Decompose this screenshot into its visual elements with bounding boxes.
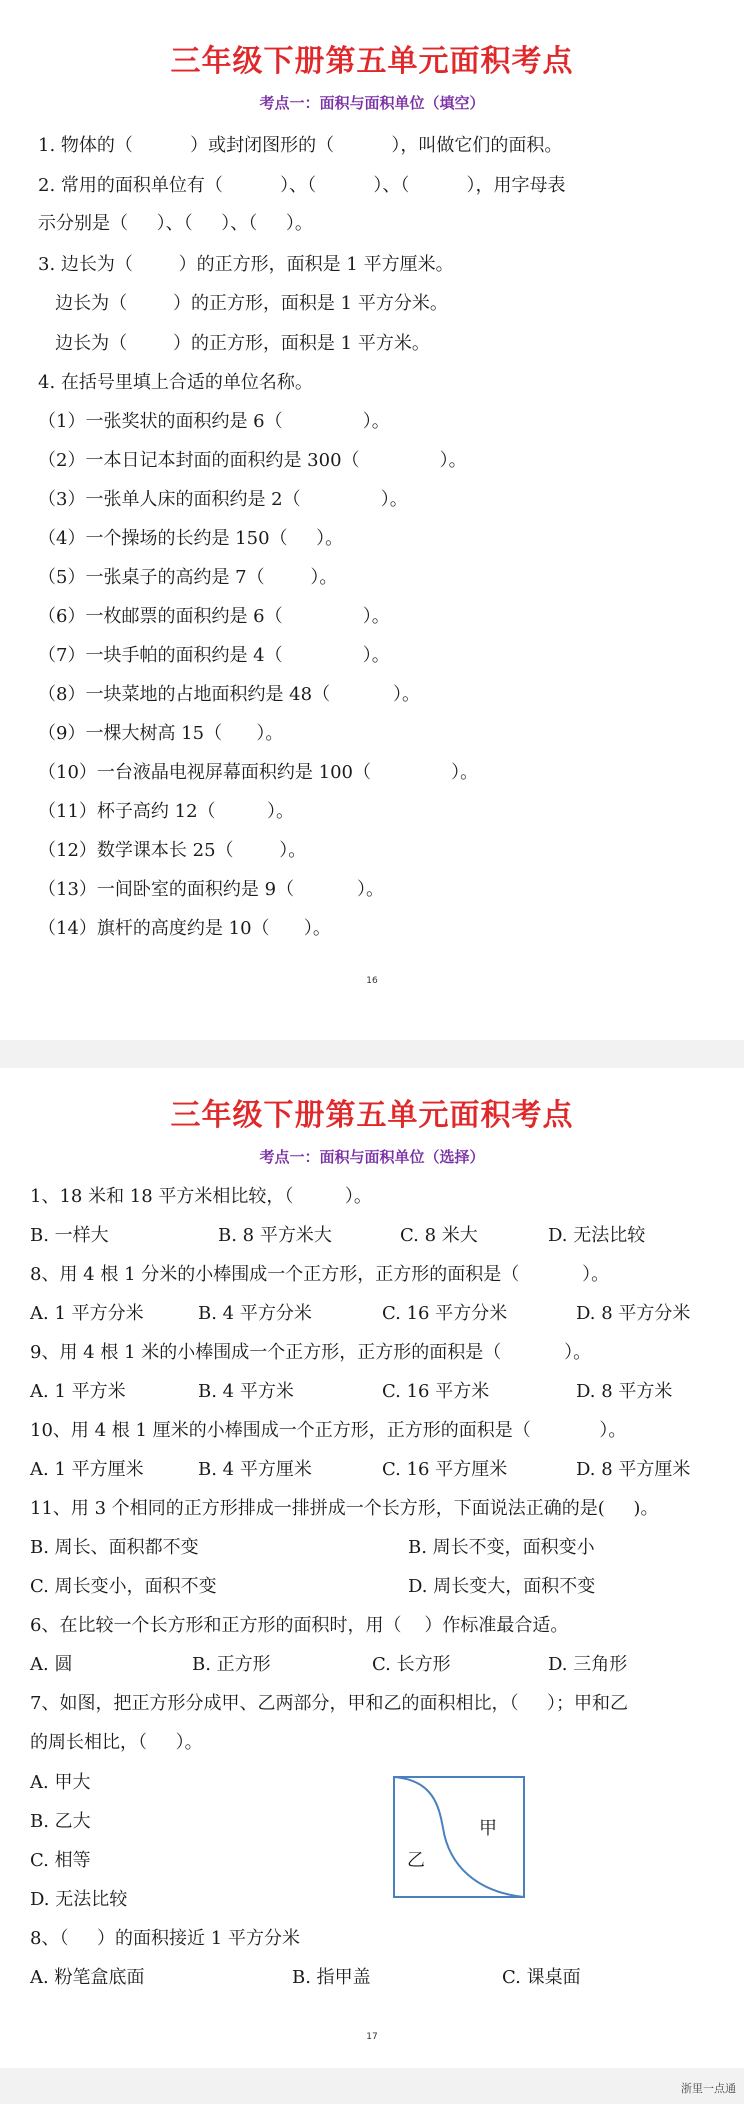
option: D. 8 平方厘米	[576, 1459, 691, 1480]
option: C. 16 平方厘米	[382, 1459, 508, 1480]
option: B. 4 平方分米	[198, 1303, 312, 1324]
option: B. 指甲盖	[292, 1967, 371, 1988]
option: A. 1 平方分米	[30, 1303, 144, 1324]
option: B. 周长不变，面积变小	[408, 1537, 595, 1558]
question-line: （13）一间卧室的面积约是 9（ ）。	[38, 879, 385, 900]
question-line: （11）杯子高约 12（ ）。	[38, 801, 295, 822]
question-11: 11、用 3 个相同的正方形排成一排拼成一个长方形，下面说法正确的是( )。	[30, 1498, 659, 1519]
worksheet-page-17	[0, 1068, 744, 2068]
question-line: （5）一张桌子的高约是 7（ ）。	[38, 567, 338, 588]
worksheet-page-16	[0, 0, 744, 1040]
question-line: （6）一枚邮票的面积约是 6（ ）。	[38, 606, 390, 627]
square-division-figure	[393, 1776, 525, 1898]
question-line: （4）一个操场的长约是 150（ ）。	[38, 528, 344, 549]
label-jia: 甲	[479, 1818, 497, 1839]
option: B. 一样大	[30, 1225, 109, 1246]
option: A. 1 平方米	[30, 1381, 126, 1402]
option: B. 4 平方厘米	[198, 1459, 312, 1480]
question-7-cont: 的周长相比，（ ）。	[30, 1732, 203, 1753]
option: B. 周长、面积都不变	[30, 1537, 199, 1558]
question-9: 9、用 4 根 1 米的小棒围成一个正方形，正方形的面积是（ ）。	[30, 1342, 592, 1363]
square-outline	[394, 1777, 524, 1897]
option: C. 8 米大	[400, 1225, 478, 1246]
option: D. 8 平方米	[576, 1381, 673, 1402]
question-line: （3）一张单人床的面积约是 2（ ）。	[38, 489, 408, 510]
question-line: （9）一棵大树高 15（ ）。	[38, 723, 284, 744]
label-yi: 乙	[407, 1850, 425, 1871]
page-number: 17	[366, 2032, 378, 2042]
watermark-text: 浙里一点通	[681, 2082, 736, 2095]
page-title: 三年级下册第五单元面积考点	[170, 1098, 574, 1133]
question-7: 7、如图，把正方形分成甲、乙两部分，甲和乙的面积相比，（ ）；甲和乙	[30, 1693, 629, 1714]
page-title: 三年级下册第五单元面积考点	[170, 44, 574, 79]
question-line: 1. 物体的（ ）或封闭图形的（ ），叫做它们的面积。	[38, 135, 563, 156]
question-10: 10、用 4 根 1 厘米的小棒围成一个正方形，正方形的面积是（ ）。	[30, 1420, 627, 1441]
option: B. 乙大	[30, 1811, 91, 1832]
option: C. 16 平方米	[382, 1381, 490, 1402]
question-line: （7）一块手帕的面积约是 4（ ）。	[38, 645, 390, 666]
question-8: 8、用 4 根 1 分米的小棒围成一个正方形，正方形的面积是（ ）。	[30, 1264, 610, 1285]
option: C. 长方形	[372, 1654, 451, 1675]
option: A. 1 平方厘米	[30, 1459, 144, 1480]
option: C. 课桌面	[502, 1967, 581, 1988]
question-line: （2）一本日记本封面的面积约是 300（ ）。	[38, 450, 467, 471]
question-1: 1、18 米和 18 平方米相比较，（ ）。	[30, 1186, 372, 1207]
question-line: （14）旗杆的高度约是 10（ ）。	[38, 918, 331, 939]
question-line: （12）数学课本长 25（ ）。	[38, 840, 307, 861]
question-line: 4. 在括号里填上合适的单位名称。	[38, 372, 313, 393]
option: D. 无法比较	[548, 1225, 646, 1246]
question-line: 2. 常用的面积单位有（ ）、（ ）、（ ），用字母表	[38, 175, 566, 196]
square-figure-svg	[393, 1776, 525, 1898]
question-6: 6、在比较一个长方形和正方形的面积时，用（ ）作标准最合适。	[30, 1615, 569, 1636]
question-line: 示分别是（ ）、（ ）、（ ）。	[38, 213, 313, 234]
question-8b: 8、（ ）的面积接近 1 平方分米	[30, 1928, 300, 1949]
option: D. 8 平方分米	[576, 1303, 691, 1324]
question-line: （10）一台液晶电视屏幕面积约是 100（ ）。	[38, 762, 479, 783]
question-line: （1）一张奖状的面积约是 6（ ）。	[38, 411, 390, 432]
page-number: 16	[366, 976, 378, 986]
question-line: 边长为（ ）的正方形，面积是 1 平方分米。	[38, 293, 448, 314]
option: C. 相等	[30, 1850, 91, 1871]
question-line: 边长为（ ）的正方形，面积是 1 平方米。	[38, 333, 430, 354]
option: B. 4 平方米	[198, 1381, 294, 1402]
option: D. 无法比较	[30, 1889, 128, 1910]
option: A. 粉笔盒底面	[30, 1967, 145, 1988]
option: C. 周长变小，面积不变	[30, 1576, 217, 1597]
option: B. 8 平方米大	[218, 1225, 332, 1246]
option: D. 周长变大，面积不变	[408, 1576, 596, 1597]
option: D. 三角形	[548, 1654, 628, 1675]
option: B. 正方形	[192, 1654, 271, 1675]
question-line: （8）一块菜地的占地面积约是 48（ ）。	[38, 684, 421, 705]
option: A. 圆	[30, 1654, 73, 1675]
section-subtitle: 考点一：面积与面积单位（选择）	[259, 1148, 485, 1166]
option: C. 16 平方分米	[382, 1303, 508, 1324]
option: A. 甲大	[30, 1772, 91, 1793]
question-line: 3. 边长为（ ）的正方形，面积是 1 平方厘米。	[38, 254, 454, 275]
section-subtitle: 考点一：面积与面积单位（填空）	[259, 94, 485, 112]
